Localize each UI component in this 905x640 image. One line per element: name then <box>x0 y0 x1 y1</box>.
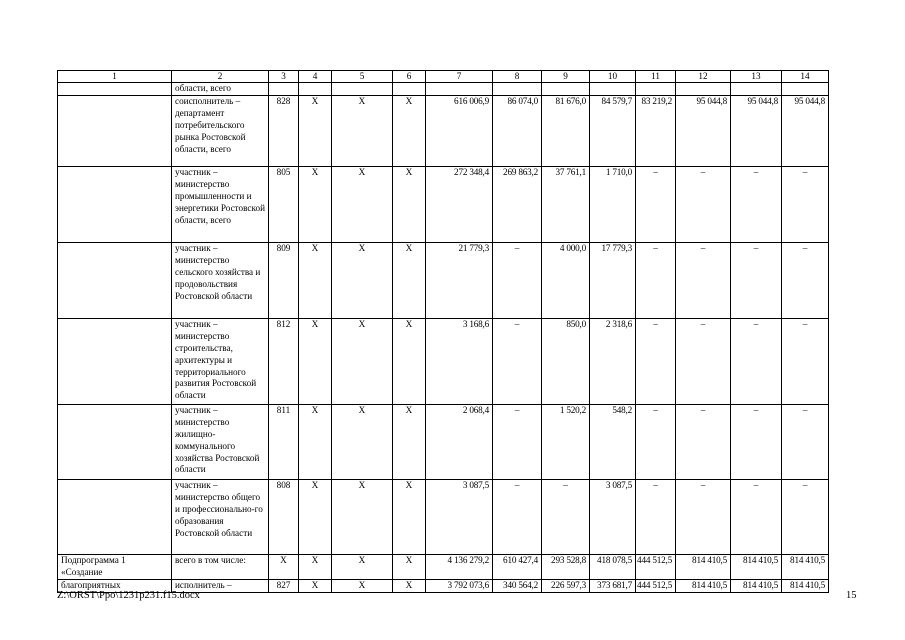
cell-col-14: – <box>782 404 829 479</box>
cell-col-14 <box>782 83 829 96</box>
cell-col-14: 95 044,8 <box>782 95 829 166</box>
cell-col-12 <box>676 83 731 96</box>
subprogram-name-cell <box>58 95 172 166</box>
executor-cell: исполнитель – <box>172 579 269 592</box>
cell-col-6: Х <box>393 318 426 404</box>
cell-col-7: 4 136 279,2 <box>426 554 493 579</box>
cell-col-11: – <box>636 242 676 318</box>
cell-col-11 <box>636 83 676 96</box>
cell-col-6: Х <box>393 579 426 592</box>
header-cell-3: 3 <box>269 71 299 83</box>
cell-col-9: 226 597,3 <box>542 579 590 592</box>
cell-col-11: – <box>636 479 676 554</box>
cell-col-7: 2 068,4 <box>426 404 493 479</box>
cell-col-9: 1 520,2 <box>542 404 590 479</box>
executor-cell: области, всего <box>172 83 269 96</box>
cell-col-7: 3 168,6 <box>426 318 493 404</box>
cell-col-6: Х <box>393 166 426 242</box>
cell-col-5: Х <box>332 166 393 242</box>
budget-table <box>57 70 829 593</box>
cell-col-3 <box>269 83 299 96</box>
cell-col-4: Х <box>299 318 332 404</box>
cell-col-10: 3 087,5 <box>590 479 636 554</box>
cell-col-4: Х <box>299 95 332 166</box>
header-cell-8: 8 <box>493 71 542 83</box>
header-cell-1: 1 <box>58 71 172 83</box>
header-cell-14: 14 <box>782 71 829 83</box>
executor-cell: участник – министерство жилищно-коммунального хозяйства Ростовской области <box>172 404 269 479</box>
cell-col-12: 814 410,5 <box>676 554 731 579</box>
cell-col-8: – <box>493 404 542 479</box>
cell-col-8: 340 564,2 <box>493 579 542 592</box>
cell-col-5: Х <box>332 479 393 554</box>
cell-col-9: 850,0 <box>542 318 590 404</box>
cell-col-12: – <box>676 479 731 554</box>
cell-col-10: 418 078,5 <box>590 554 636 579</box>
subprogram-name-cell <box>58 242 172 318</box>
cell-col-10 <box>590 83 636 96</box>
cell-col-3: 808 <box>269 479 299 554</box>
cell-col-5: Х <box>332 242 393 318</box>
cell-col-6: Х <box>393 95 426 166</box>
table-row <box>58 404 829 479</box>
cell-col-13: 814 410,5 <box>731 579 782 592</box>
cell-col-9: – <box>542 479 590 554</box>
cell-col-4 <box>299 83 332 96</box>
table-row <box>58 479 829 554</box>
cell-col-6 <box>393 83 426 96</box>
cell-col-4: Х <box>299 554 332 579</box>
cell-col-3: 828 <box>269 95 299 166</box>
cell-col-9: 81 676,0 <box>542 95 590 166</box>
cell-col-8 <box>493 83 542 96</box>
cell-col-14: – <box>782 166 829 242</box>
cell-col-5: Х <box>332 318 393 404</box>
cell-col-3: Х <box>269 554 299 579</box>
cell-col-8: 86 074,0 <box>493 95 542 166</box>
cell-col-7: 272 348,4 <box>426 166 493 242</box>
cell-col-11: – <box>636 404 676 479</box>
cell-col-11: 444 512,5 <box>636 554 676 579</box>
executor-cell: соисполнитель – департамент потребительского рынка Ростовской области, всего <box>172 95 269 166</box>
cell-col-7: 3 087,5 <box>426 479 493 554</box>
table-row <box>58 242 829 318</box>
cell-col-8: – <box>493 318 542 404</box>
cell-col-14: – <box>782 318 829 404</box>
cell-col-7: 616 006,9 <box>426 95 493 166</box>
cell-col-13: – <box>731 479 782 554</box>
cell-col-12: 95 044,8 <box>676 95 731 166</box>
executor-cell: участник – министерство общего и профессионально-го образования Ростовской области <box>172 479 269 554</box>
table-row <box>58 554 829 579</box>
cell-col-6: Х <box>393 554 426 579</box>
subprogram-name-cell <box>58 318 172 404</box>
subprogram-name-cell: Подпрограмма 1 «Создание <box>58 554 172 579</box>
table-row <box>58 318 829 404</box>
cell-col-6: Х <box>393 404 426 479</box>
executor-cell: всего в том числе: <box>172 554 269 579</box>
cell-col-4: Х <box>299 166 332 242</box>
cell-col-10: 2 318,6 <box>590 318 636 404</box>
cell-col-3: 809 <box>269 242 299 318</box>
cell-col-13: – <box>731 404 782 479</box>
cell-col-4: Х <box>299 404 332 479</box>
cell-col-3: 827 <box>269 579 299 592</box>
table-row <box>58 166 829 242</box>
cell-col-9: 293 528,8 <box>542 554 590 579</box>
cell-col-11: – <box>636 166 676 242</box>
header-cell-11: 11 <box>636 71 676 83</box>
header-cell-10: 10 <box>590 71 636 83</box>
cell-col-9: 4 000,0 <box>542 242 590 318</box>
cell-col-14: – <box>782 242 829 318</box>
cell-col-14: 814 410,5 <box>782 579 829 592</box>
cell-col-7: 21 779,3 <box>426 242 493 318</box>
cell-col-9 <box>542 83 590 96</box>
cell-col-11: 444 512,5 <box>636 579 676 592</box>
cell-col-12: – <box>676 166 731 242</box>
cell-col-9: 37 761,1 <box>542 166 590 242</box>
cell-col-12: – <box>676 404 731 479</box>
cell-col-13: – <box>731 318 782 404</box>
cell-col-10: 84 579,7 <box>590 95 636 166</box>
cell-col-3: 811 <box>269 404 299 479</box>
cell-col-7 <box>426 83 493 96</box>
table-row <box>58 95 829 166</box>
subprogram-name-cell <box>58 479 172 554</box>
header-cell-13: 13 <box>731 71 782 83</box>
cell-col-12: – <box>676 242 731 318</box>
cell-col-10: 1 710,0 <box>590 166 636 242</box>
table-header-row <box>58 71 829 83</box>
cell-col-13: 814 410,5 <box>731 554 782 579</box>
cell-col-4: Х <box>299 242 332 318</box>
header-cell-9: 9 <box>542 71 590 83</box>
cell-col-13: – <box>731 242 782 318</box>
cell-col-3: 805 <box>269 166 299 242</box>
executor-cell: участник – министерство строительства, архитектуры и территориального развития Ростовской области <box>172 318 269 404</box>
cell-col-5: Х <box>332 554 393 579</box>
cell-col-12: 814 410,5 <box>676 579 731 592</box>
cell-col-10: 373 681,7 <box>590 579 636 592</box>
cell-col-5: Х <box>332 95 393 166</box>
cell-col-8: – <box>493 242 542 318</box>
cell-col-3: 812 <box>269 318 299 404</box>
cell-col-5: Х <box>332 404 393 479</box>
table-row <box>58 83 829 96</box>
header-cell-2: 2 <box>172 71 269 83</box>
subprogram-name-cell <box>58 166 172 242</box>
cell-col-13: 95 044,8 <box>731 95 782 166</box>
executor-cell: участник – министерство сельского хозяйства и продовольствия Ростовской области <box>172 242 269 318</box>
subprogram-name-cell: благоприятных <box>58 579 172 592</box>
cell-col-10: 17 779,3 <box>590 242 636 318</box>
executor-cell: участник – министерство промышленности и энергетики Ростовской области, всего <box>172 166 269 242</box>
cell-col-13 <box>731 83 782 96</box>
header-cell-6: 6 <box>393 71 426 83</box>
cell-col-4: Х <box>299 579 332 592</box>
subprogram-name-cell <box>58 404 172 479</box>
cell-col-8: 269 863,2 <box>493 166 542 242</box>
header-cell-7: 7 <box>426 71 493 83</box>
cell-col-5 <box>332 83 393 96</box>
cell-col-12: – <box>676 318 731 404</box>
cell-col-4: Х <box>299 479 332 554</box>
header-cell-5: 5 <box>332 71 393 83</box>
cell-col-10: 548,2 <box>590 404 636 479</box>
cell-col-11: – <box>636 318 676 404</box>
header-cell-4: 4 <box>299 71 332 83</box>
footer-file-path: Z:\ORST\Ppo\1231p231.f15.docx <box>57 590 200 601</box>
cell-col-14: – <box>782 479 829 554</box>
footer-page-number: 15 <box>846 590 857 601</box>
subprogram-name-cell <box>58 83 172 96</box>
cell-col-6: Х <box>393 479 426 554</box>
cell-col-7: 3 792 073,6 <box>426 579 493 592</box>
cell-col-13: – <box>731 166 782 242</box>
cell-col-8: 610 427,4 <box>493 554 542 579</box>
cell-col-14: 814 410,5 <box>782 554 829 579</box>
header-cell-12: 12 <box>676 71 731 83</box>
cell-col-8: – <box>493 479 542 554</box>
cell-col-11: 83 219,2 <box>636 95 676 166</box>
cell-col-6: Х <box>393 242 426 318</box>
cell-col-5: Х <box>332 579 393 592</box>
